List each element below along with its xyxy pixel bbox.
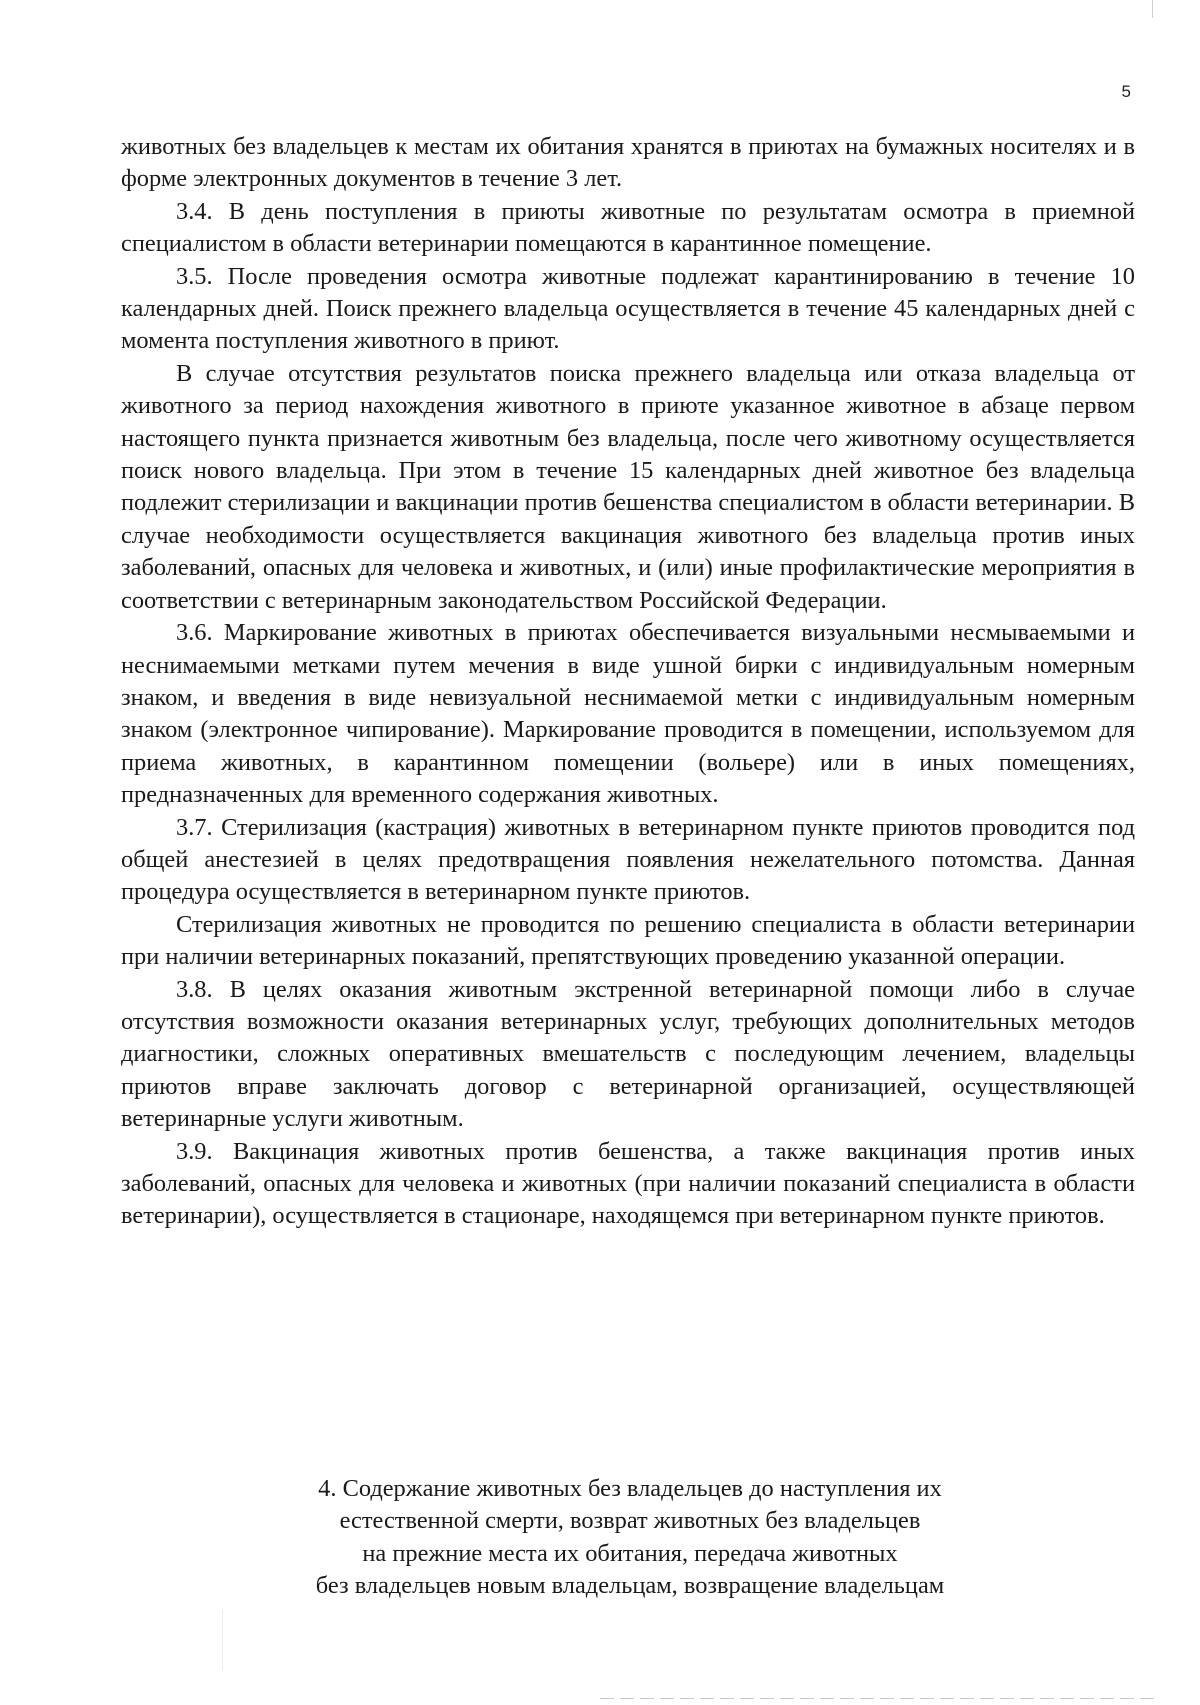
paragraph-3-6: 3.6. Маркирование животных в приютах обеспечивается визуальными несмываемыми и неснимаемыми метками путем мечения в виде ушной бирки с индивидуальным номерным знаком, и введения в виде невизуальной неснимаемой метки с индивидуальным номерным знаком (электронное чипирование). Маркирование проводится в помещении, используемом для приема животных, в карантинном помещении (вольере) или в иных помещениях, предназначенных для временного содержания животных. <box>121 619 1135 809</box>
heading-line: на прежние места их обитания, передача животных <box>362 1539 898 1567</box>
paragraph-3-7-second: Стерилизация животных не проводится по решению специалиста в области ветеринарии при наличии ветеринарных показаний, препятствующих проведению указанной операции. <box>121 910 1135 971</box>
paragraph-continuation: животных без владельцев к местам их обитания хранятся в приютах на бумажных носителях и в форме электронных документов в течение 3 лет. <box>121 133 1135 193</box>
paragraph-3-5: 3.5. После проведения осмотра животные подлежат карантинированию в течение 10 календарных дней. Поиск прежнего владельца осуществляется в течение 45 календарных дней с момента поступления животного в приют. <box>121 262 1135 355</box>
section-4-heading <box>200 1473 1060 1603</box>
paragraph-3-9: 3.9. Вакцинация животных против бешенства, а также вакцинация против иных заболеваний, опасных для человека и животных (при наличии показаний специалиста в области ветеринарии), осуществляется в стационаре, находящемся при ветеринарном пункте приютов. <box>121 1137 1135 1230</box>
scan-artifact-dashes <box>600 1698 1160 1699</box>
document-body <box>121 131 1135 1233</box>
page-number: 5 <box>1121 82 1131 101</box>
scan-artifact-line <box>1152 0 1153 18</box>
paragraph-3-7: 3.7. Стерилизация (кастрация) животных в ветеринарном пункте приютов проводится под общей анестезией в целях предотвращения появления нежелательного потомства. Данная процедура осуществляется в ветеринарном пункте приютов. <box>121 813 1135 906</box>
paragraph-3-4: 3.4. В день поступления в приюты животные по результатам осмотра в приемной специалистом в области ветеринарии помещаются в карантинное помещение. <box>121 197 1135 258</box>
heading-line: естественной смерти, возврат животных без владельцев <box>339 1507 921 1535</box>
heading-line: 4. Содержание животных без владельцев до наступления их <box>318 1475 942 1502</box>
heading-line: без владельцев новым владельцам, возвращение владельцам <box>315 1572 945 1600</box>
paragraph-3-8: 3.8. В целях оказания животным экстренной ветеринарной помощи либо в случае отсутствия возможности оказания ветеринарных услуг, требующих дополнительных методов диагностики, сложных оперативных вмешательств с последующим лечением, владельцы приютов вправе заключать договор с ветеринарной организацией, осуществляющей ветеринарные услуги животным. <box>121 975 1135 1133</box>
paragraph-3-5-second: В случае отсутствия результатов поиска прежнего владельца или отказа владельца от животного за период нахождения животного в приюте указанное животное в абзаце первом настоящего пункта признается животным без владельца, после чего животному осуществляется поиск нового владельца. При этом в течение 15 календарных дней животное без владельца подлежит стерилизации и вакцинации против бешенства специалистом в области ветеринарии. В случае необходимости осуществляется вакцинация животного без владельца против иных заболеваний, опасных для человека и животных, и (или) иные профилактические мероприятия в соответствии с ветеринарным законодательством Российской Федерации. <box>121 359 1135 614</box>
scan-artifact-line <box>222 1610 223 1670</box>
